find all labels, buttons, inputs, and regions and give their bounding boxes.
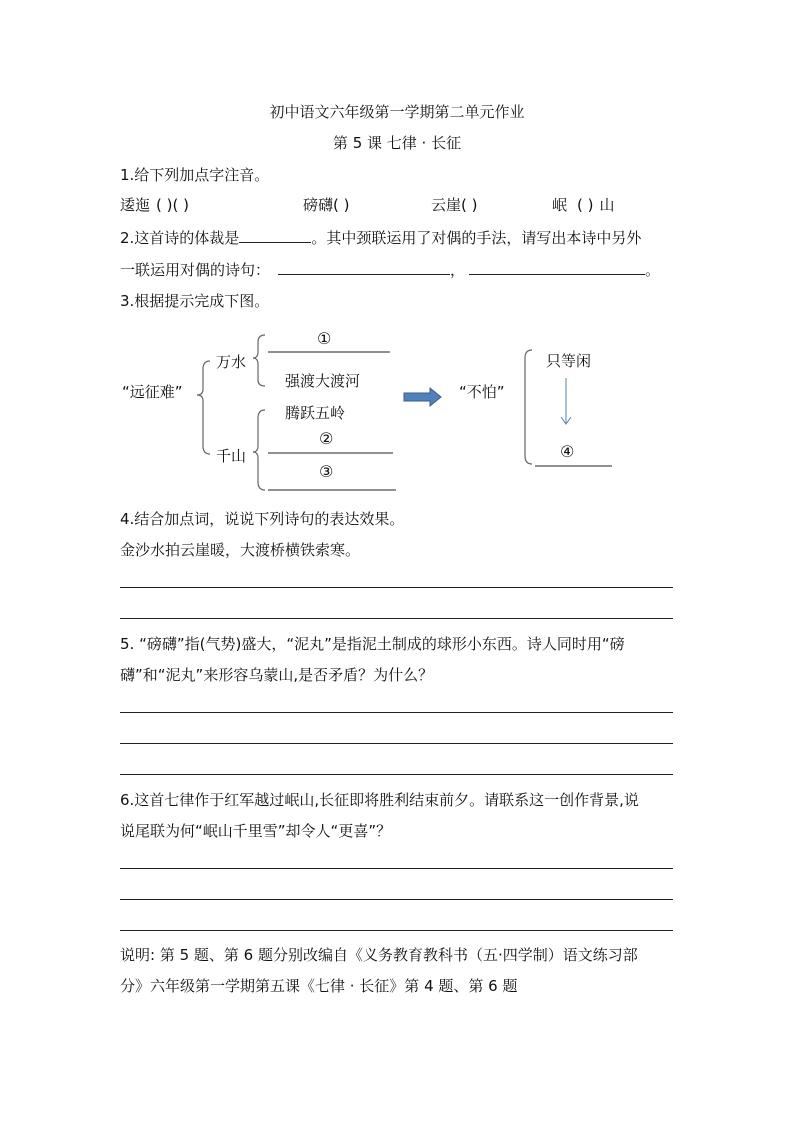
brace-qianshan (253, 410, 265, 490)
blank-marker-4: ④ (560, 442, 575, 461)
answer-line[interactable] (120, 743, 673, 744)
diagram-item-qiangdu: 强渡大渡河 (285, 372, 361, 390)
q1-word: 岷 (552, 196, 568, 214)
q5-line-1: 5. “磅礴”指(气势)盛大，“泥丸”是指泥土制成的球形小东西。诗人同时用“磅 (120, 635, 625, 653)
q5-line-2: 礴”和“泥丸”来形容乌蒙山,是否矛盾？为什么？ (120, 666, 434, 684)
q2-comma: ， (450, 261, 466, 279)
q2-text-c: 一联运用对偶的诗句： (120, 261, 271, 279)
blank-marker-2: ② (319, 429, 334, 448)
answer-line[interactable] (120, 899, 673, 900)
q1-answer-parens[interactable]: ( )( ) (156, 196, 189, 214)
page-title: 初中语文六年级第一学期第二单元作业 (269, 103, 525, 121)
q4-quote: 金沙水拍云崖暖，大渡桥横铁索寒。 (120, 541, 361, 559)
diagram-right-top: 只等闲 (546, 352, 592, 370)
answer-line[interactable] (120, 930, 673, 931)
answer-line[interactable] (120, 618, 673, 619)
blank-marker-1: ① (317, 329, 332, 348)
answer-line[interactable] (120, 868, 673, 869)
answer-line[interactable] (120, 587, 673, 588)
q2-text-a: 2.这首诗的体裁是 (120, 229, 240, 247)
q1-prompt: 1.给下列加点字注音。 (120, 166, 270, 184)
q6-line-1: 6.这首七律作于红军越过岷山,长征即将胜利结束前夕。请联系这一创作背景,说 (120, 791, 639, 809)
answer-line[interactable] (120, 774, 673, 775)
q1-answer-parens[interactable]: ( ) (577, 196, 594, 214)
blank-marker-3: ③ (319, 462, 334, 481)
diagram-branch-qianshan: 千山 (216, 447, 247, 465)
lesson-title: 第 5 课 七律 · 长征 (332, 134, 462, 152)
q4-prompt: 4.结合加点词，说说下列诗句的表达效果。 (120, 510, 405, 528)
q6-line-2: 说尾联为何“岷山千里雪”却令人“更喜”？ (120, 822, 392, 840)
diagram-root: “远征难” (122, 383, 183, 401)
q2-period: 。 (645, 261, 661, 279)
answer-line[interactable] (120, 712, 673, 713)
brace-wanshui (253, 335, 265, 386)
q1-word: 逶迤 (120, 196, 151, 214)
diagram-branch-wanshui: 万水 (216, 353, 247, 371)
q3-prompt: 3.根据提示完成下图。 (120, 292, 270, 310)
note-line-1: 说明: 第 5 题、第 6 题分别改编自《义务教育教科书（五·四学制）语文练习部 (120, 946, 638, 964)
q2-text-b: 。其中颈联运用了对偶的手法，请写出本诗中另外 (311, 229, 642, 247)
q1-answer-parens[interactable]: ( ) (333, 196, 350, 214)
bracket-right (525, 350, 532, 464)
q1-suffix: 山 (599, 196, 615, 214)
right-arrow-icon (404, 388, 441, 406)
q1-answer-parens[interactable]: ( ) (461, 196, 478, 214)
q1-word: 云崖 (431, 196, 462, 214)
diagram-right-root: “不怕” (459, 383, 505, 401)
q1-word: 磅礴 (303, 196, 334, 214)
brace-main (197, 361, 210, 454)
note-line-2: 分》六年级第一学期第五课《七律 · 长征》第 4 题、第 6 题 (120, 977, 518, 995)
diagram-item-tengyue: 腾跃五岭 (285, 404, 346, 422)
